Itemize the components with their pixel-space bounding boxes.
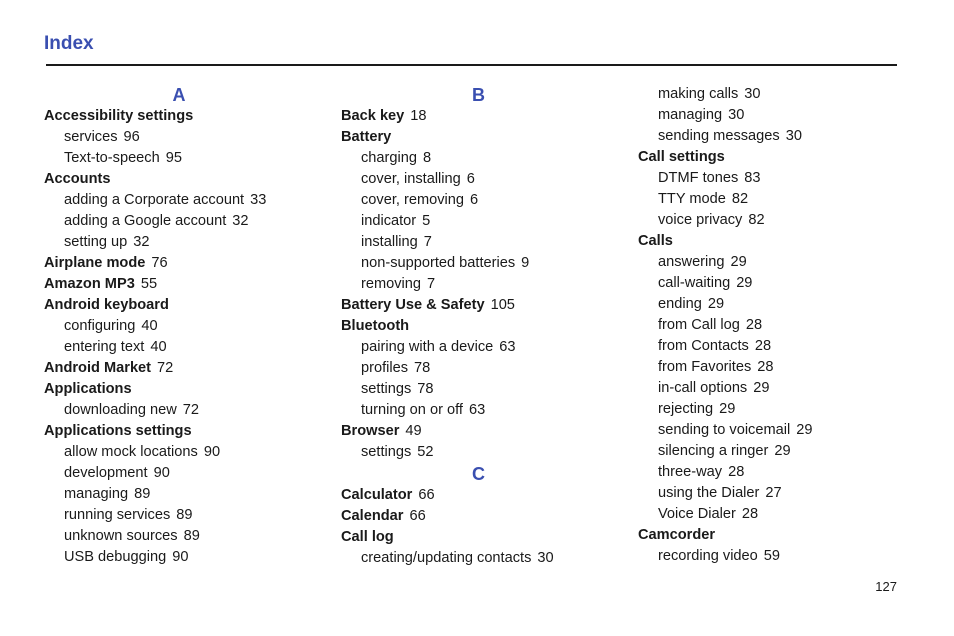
index-subentry <box>44 316 314 337</box>
entry-term: answering <box>658 254 725 270</box>
entry-term: recording video <box>658 548 758 564</box>
index-entry <box>44 358 314 379</box>
entry-term: Voice Dialer <box>658 506 736 522</box>
entry-term: setting up <box>64 234 128 250</box>
entry-term: using the Dialer <box>658 485 760 501</box>
index-subentry <box>638 420 908 441</box>
index-subentry <box>638 504 908 525</box>
index-subentry <box>44 442 314 463</box>
index-subentry <box>638 315 908 336</box>
entry-term: silencing a ringer <box>658 443 769 459</box>
index-entry <box>44 379 314 400</box>
entry-term: configuring <box>64 318 136 334</box>
entry-term: sending to voicemail <box>658 422 791 438</box>
index-subentry <box>44 232 314 253</box>
index-subentry <box>341 232 616 253</box>
index-entry <box>638 147 908 168</box>
entry-term: in-call options <box>658 380 748 396</box>
entry-term: Calls <box>638 233 673 249</box>
entry-term: Bluetooth <box>341 318 410 334</box>
index-column-1 <box>44 84 314 568</box>
entry-term: creating/updating contacts <box>361 550 532 566</box>
index-subentry <box>638 252 908 273</box>
index-subentry <box>44 337 314 358</box>
index-entry <box>638 231 908 252</box>
index-subentry <box>638 546 908 567</box>
entry-page-ref: 28 <box>728 464 745 480</box>
index-subentry <box>638 210 908 231</box>
entry-page-ref: 29 <box>796 422 813 438</box>
entry-page-ref: 8 <box>422 150 432 166</box>
index-entry <box>44 421 314 442</box>
entry-term: Accessibility settings <box>44 108 194 124</box>
entry-page-ref: 6 <box>466 171 475 187</box>
entry-term: Browser <box>341 423 400 439</box>
index-subentry <box>341 274 616 295</box>
entry-page-ref: 95 <box>165 150 182 166</box>
index-subentry <box>341 148 616 169</box>
index-subentry <box>44 148 314 169</box>
index-entry <box>44 106 314 127</box>
entry-term: non-supported batteries <box>361 255 516 271</box>
entry-term: downloading new <box>64 402 177 418</box>
section-letter-a: A <box>172 85 186 105</box>
index-subentry <box>44 484 314 505</box>
index-subentry <box>341 400 616 421</box>
entry-page-ref: 32 <box>133 234 150 250</box>
entry-page-ref: 90 <box>203 444 221 460</box>
entry-term: call-waiting <box>658 275 731 291</box>
entry-term: from Favorites <box>658 359 752 375</box>
page-title: Index <box>44 33 94 54</box>
entry-term: making calls <box>658 86 739 102</box>
index-subentry <box>638 189 908 210</box>
entry-page-ref: 30 <box>744 86 761 102</box>
entry-term: USB debugging <box>64 549 167 565</box>
entry-term: removing <box>361 276 422 292</box>
index-subentry <box>638 462 908 483</box>
index-entry <box>341 106 616 127</box>
entry-page-ref: 28 <box>741 506 759 522</box>
index-subentry <box>638 441 908 462</box>
entry-term: Call settings <box>638 149 725 165</box>
entry-term: sending messages <box>658 128 780 144</box>
entry-term: rejecting <box>658 401 714 417</box>
entry-page-ref: 29 <box>719 401 736 417</box>
entry-term: services <box>64 129 118 145</box>
entry-page-ref: 9 <box>521 255 530 271</box>
index-subentry <box>44 463 314 484</box>
entry-page-ref: 52 <box>417 444 434 460</box>
index-subentry <box>638 378 908 399</box>
section-letter-b: B <box>472 85 485 105</box>
entry-term: cover, removing <box>361 192 465 208</box>
entry-page-ref: 82 <box>748 212 765 228</box>
entry-term: Accounts <box>44 171 111 187</box>
index-subentry <box>638 273 908 294</box>
index-subentry <box>44 127 314 148</box>
entry-term: adding a Corporate account <box>64 192 245 208</box>
index-subentry <box>638 168 908 189</box>
entry-term: managing <box>64 486 129 502</box>
index-subentry <box>44 526 314 547</box>
entry-page-ref: 59 <box>763 548 781 564</box>
entry-term: profiles <box>361 360 409 376</box>
index-entry <box>44 295 314 316</box>
entry-term: ending <box>658 296 702 312</box>
entry-page-ref: 82 <box>731 191 749 207</box>
entry-term: adding a Google account <box>64 213 227 229</box>
entry-term: voice privacy <box>658 212 743 228</box>
entry-page-ref: 29 <box>774 443 791 459</box>
entry-term: Call log <box>341 529 394 545</box>
index-subentry <box>341 211 616 232</box>
entry-term: charging <box>361 150 417 166</box>
entry-page-ref: 29 <box>730 254 747 270</box>
entry-page-ref: 5 <box>422 213 431 229</box>
entry-term: from Call log <box>658 317 740 333</box>
entry-term: unknown sources <box>64 528 178 544</box>
entry-page-ref: 72 <box>182 402 200 418</box>
index-entry <box>44 169 314 190</box>
index-subentry <box>44 400 314 421</box>
index-subentry <box>341 548 616 569</box>
entry-page-ref: 28 <box>754 338 772 354</box>
page-number: 127 <box>875 579 897 594</box>
index-subentry <box>638 294 908 315</box>
entry-page-ref: 63 <box>499 339 516 355</box>
index-entry <box>44 253 314 274</box>
entry-page-ref: 78 <box>417 381 434 397</box>
entry-term: DTMF tones <box>658 170 739 186</box>
entry-page-ref: 29 <box>707 296 725 312</box>
entry-page-ref: 29 <box>736 275 753 291</box>
index-entry <box>341 506 616 527</box>
entry-page-ref: 55 <box>140 276 158 292</box>
entry-page-ref: 30 <box>537 550 554 566</box>
entry-page-ref: 78 <box>414 360 431 376</box>
entry-term: Battery <box>341 129 392 145</box>
entry-page-ref: 40 <box>150 339 167 355</box>
index-entry <box>341 316 616 337</box>
index-entry <box>44 274 314 295</box>
entry-page-ref: 66 <box>409 508 426 524</box>
entry-page-ref: 29 <box>753 380 770 396</box>
entry-page-ref: 32 <box>232 213 249 229</box>
entry-term: Airplane mode <box>44 255 146 271</box>
entry-page-ref: 28 <box>757 359 774 375</box>
entry-page-ref: 89 <box>176 507 193 523</box>
entry-page-ref: 28 <box>745 317 763 333</box>
entry-term: running services <box>64 507 171 523</box>
entry-page-ref: 33 <box>250 192 267 208</box>
index-subentry <box>638 105 908 126</box>
entry-term: Calculator <box>341 487 413 503</box>
entry-list <box>638 84 908 567</box>
entry-page-ref: 90 <box>153 465 170 481</box>
entry-page-ref: 40 <box>141 318 158 334</box>
entry-page-ref: 76 <box>151 255 168 271</box>
index-column-3 <box>638 84 908 567</box>
entry-term: Applications settings <box>44 423 192 439</box>
entry-term: Camcorder <box>638 527 716 543</box>
index-subentry <box>638 483 908 504</box>
index-subentry <box>44 211 314 232</box>
index-entry <box>341 485 616 506</box>
entry-page-ref: 27 <box>765 485 782 501</box>
entry-page-ref: 83 <box>744 170 761 186</box>
index-subentry <box>44 505 314 526</box>
entry-term: Android keyboard <box>44 297 169 313</box>
entry-term: installing <box>361 234 418 250</box>
index-entry <box>341 421 616 442</box>
entry-page-ref: 90 <box>172 549 189 565</box>
entry-page-ref: 30 <box>728 107 745 123</box>
entry-term: Calendar <box>341 508 404 524</box>
entry-page-ref: 89 <box>134 486 151 502</box>
title-rule <box>46 64 897 66</box>
entry-term: indicator <box>361 213 417 229</box>
index-subentry <box>341 169 616 190</box>
entry-page-ref: 66 <box>418 487 435 503</box>
entry-term: settings <box>361 381 412 397</box>
index-subentry <box>638 357 908 378</box>
index-entry <box>341 527 616 548</box>
entry-term: Amazon MP3 <box>44 276 135 292</box>
entry-term: Applications <box>44 381 132 397</box>
entry-page-ref: 49 <box>405 423 422 439</box>
entry-page-ref: 6 <box>470 192 479 208</box>
entry-term: Text-to-speech <box>64 150 160 166</box>
entry-list <box>341 106 616 463</box>
entry-term: pairing with a device <box>361 339 494 355</box>
entry-page-ref: 30 <box>785 128 802 144</box>
index-subentry <box>341 190 616 211</box>
index-entry <box>341 127 616 148</box>
entry-term: turning on or off <box>361 402 463 418</box>
index-subentry <box>341 253 616 274</box>
index-subentry <box>44 190 314 211</box>
index-subentry <box>341 358 616 379</box>
index-subentry <box>638 399 908 420</box>
entry-list <box>341 485 616 569</box>
entry-term: allow mock locations <box>64 444 198 460</box>
entry-page-ref: 63 <box>468 402 486 418</box>
entry-page-ref: 96 <box>123 129 140 145</box>
entry-term: cover, installing <box>361 171 461 187</box>
entry-term: managing <box>658 107 723 123</box>
index-entry <box>638 525 908 546</box>
index-subentry <box>341 442 616 463</box>
entry-page-ref: 18 <box>410 108 427 124</box>
entry-term: Back key <box>341 108 405 124</box>
index-entry <box>341 295 616 316</box>
entry-term: TTY mode <box>658 191 726 207</box>
entry-page-ref: 7 <box>423 234 432 250</box>
index-subentry <box>638 126 908 147</box>
entry-page-ref: 89 <box>183 528 200 544</box>
index-column-2 <box>341 84 616 569</box>
entry-list <box>44 106 314 568</box>
entry-page-ref: 72 <box>157 360 174 376</box>
entry-term: entering text <box>64 339 145 355</box>
index-subentry <box>44 547 314 568</box>
index-subentry <box>341 337 616 358</box>
index-subentry <box>638 336 908 357</box>
entry-term: three-way <box>658 464 723 480</box>
entry-page-ref: 7 <box>427 276 436 292</box>
entry-page-ref: 105 <box>490 297 515 313</box>
index-subentry <box>638 84 908 105</box>
entry-term: development <box>64 465 148 481</box>
entry-term: Battery Use & Safety <box>341 297 485 313</box>
entry-term: Android Market <box>44 360 152 376</box>
section-letter-c: C <box>472 464 485 484</box>
entry-term: settings <box>361 444 412 460</box>
entry-term: from Contacts <box>658 338 749 354</box>
index-subentry <box>341 379 616 400</box>
